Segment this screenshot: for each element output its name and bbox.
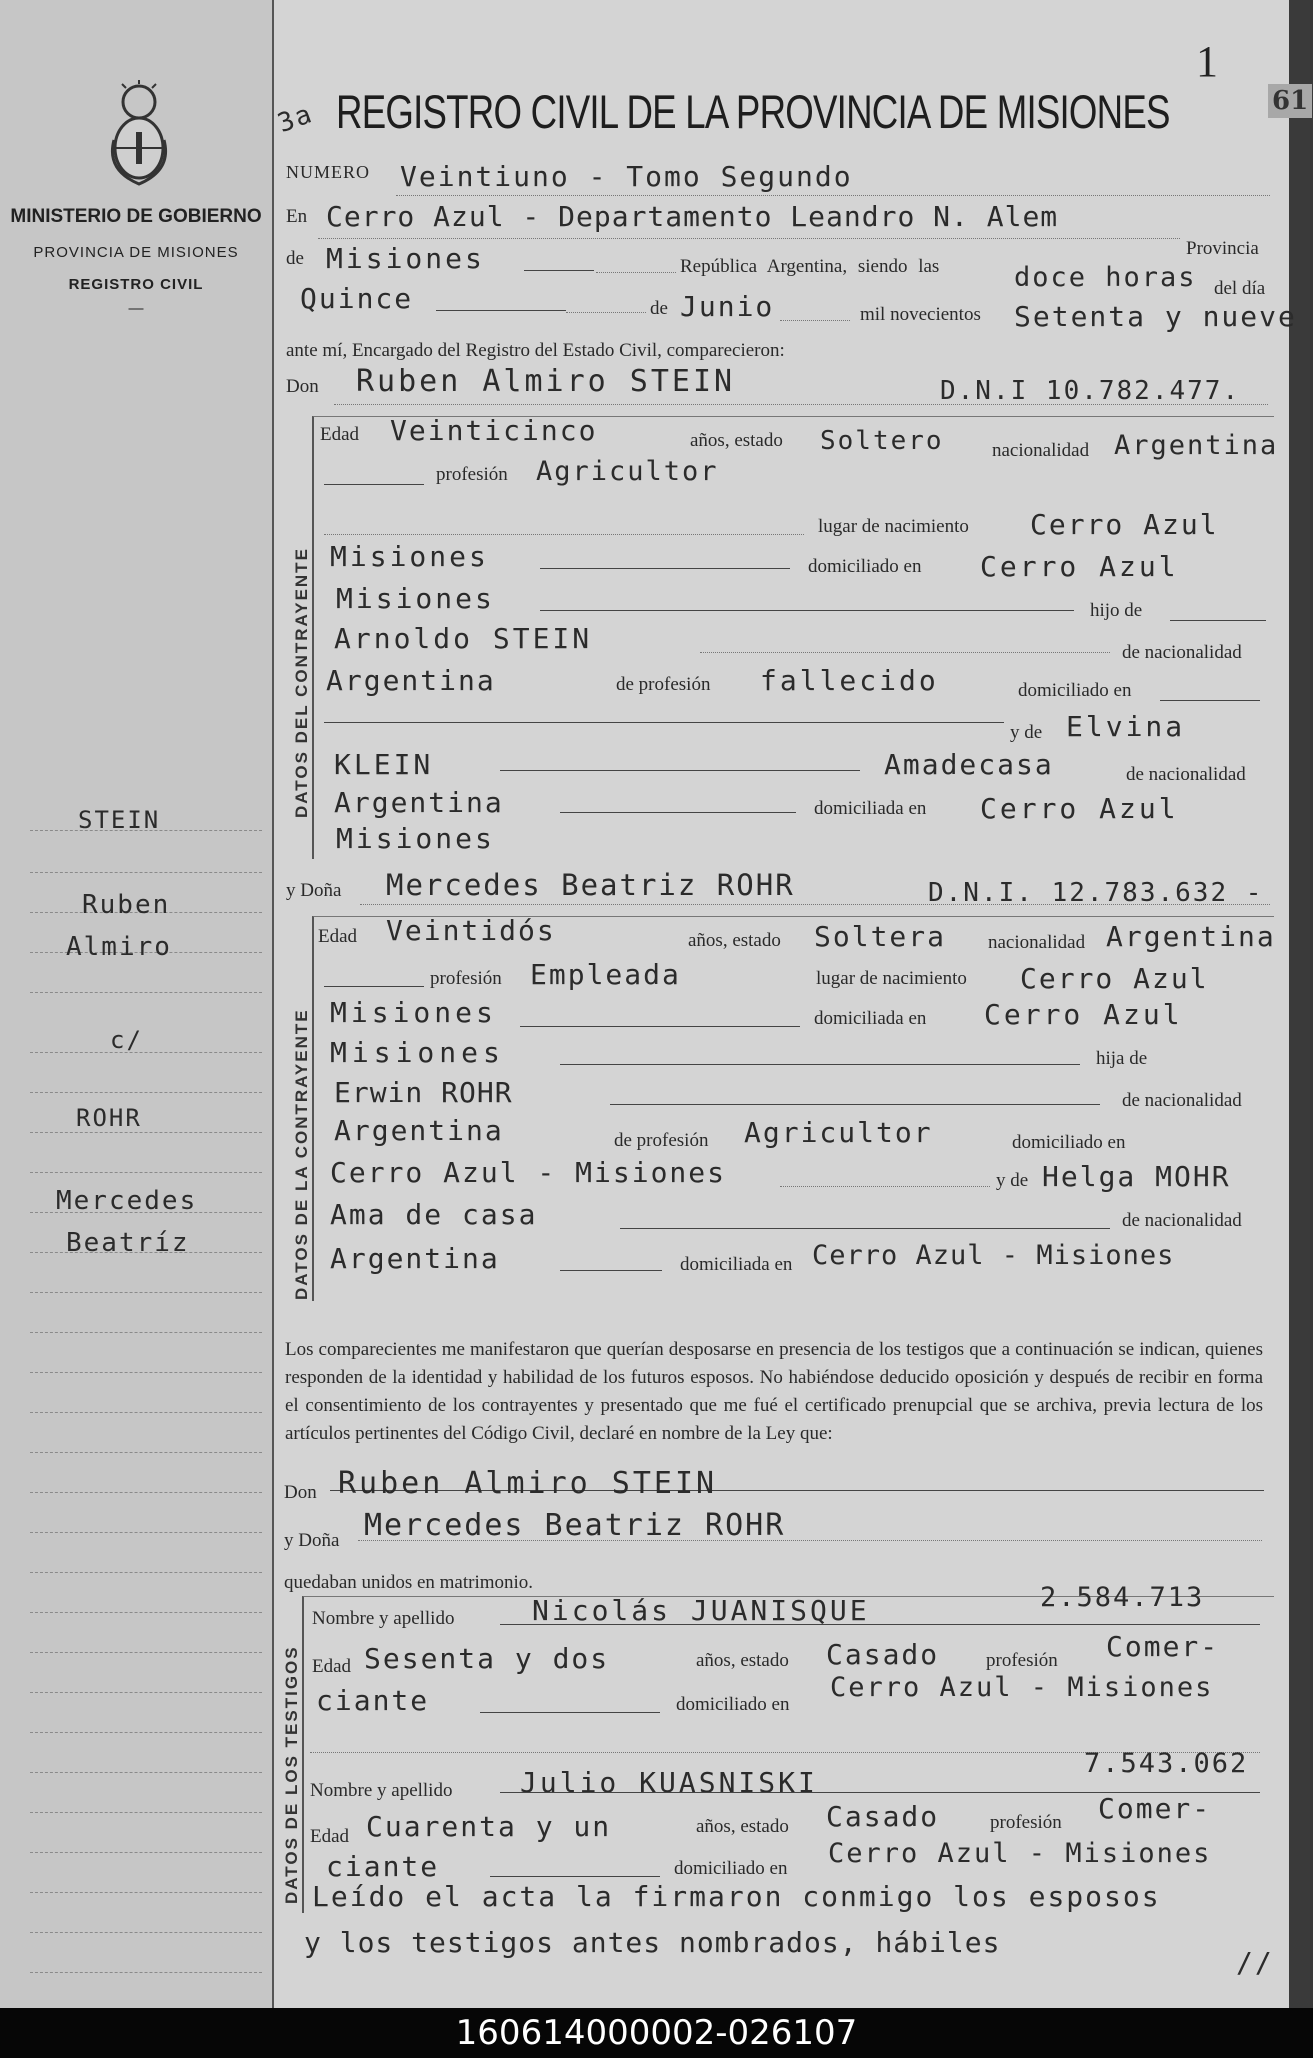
groom-edad-label: Edad [320, 424, 360, 445]
ante-mi-text: ante mí, Encargado del Registro del Estado Civil, comparecieron: [286, 340, 785, 361]
bride-edad: Veintidós [386, 914, 556, 947]
bride-father-nac-label: de nacionalidad [1122, 1090, 1242, 1111]
t1-estado-label: años, estado [696, 1650, 789, 1671]
page-title: REGISTRO CIVIL DE LA PROVINCIA DE MISIONES [336, 85, 1170, 138]
page-number: 1 [1196, 37, 1218, 86]
bride-mother: Helga MOHR [1042, 1160, 1231, 1193]
margin-note-spouse-middle: Beatríz [66, 1228, 190, 1258]
bride-nac-label: nacionalidad [988, 932, 1086, 953]
bride-profesion: Empleada [530, 958, 681, 991]
republica-label: República Argentina, siendo las [680, 256, 940, 277]
bride-side-label: DATOS DE LA CONTRAYENTE [292, 1008, 311, 1300]
groom-lugar-2: Misiones [330, 540, 489, 573]
bride-mother-label: y de [996, 1170, 1029, 1191]
bride-mother-dom: Cerro Azul - Misiones [812, 1240, 1175, 1271]
groom-estado: Soltero [820, 426, 944, 456]
decl-don-label: Don [284, 1482, 317, 1503]
t2-nombre-label: Nombre y apellido [310, 1780, 453, 1801]
bride-dni: D.N.I. 12.783.632 - [928, 878, 1264, 908]
dona-label: y Doña [286, 880, 342, 901]
registry-label: REGISTRO CIVIL [68, 276, 204, 293]
anio-value: Setenta y nueve [1014, 300, 1297, 333]
margin-note-conjunction: c/ [110, 1026, 143, 1054]
ministry-label: MINISTERIO DE GOBIERNO [10, 206, 262, 227]
t2-profesion-2: ciante [326, 1850, 440, 1883]
bride-hija-label: hija de [1096, 1048, 1148, 1069]
numero-value: Veintiuno - Tomo Segundo [400, 160, 853, 193]
margin-note-middle-name: Almiro [66, 932, 172, 962]
t2-dni: 7.543.062 [1084, 1748, 1249, 1779]
coat-of-arms-icon [106, 80, 172, 190]
t2-nombre: Julio KUASNISKI [520, 1766, 818, 1799]
bride-mother-nac: Argentina [330, 1242, 500, 1275]
groom-father-nac: Argentina [326, 664, 496, 697]
t2-estado-label: años, estado [696, 1816, 789, 1837]
groom-profesion-label: profesión [436, 464, 508, 485]
bride-estado: Soltera [814, 920, 947, 953]
groom-mother-label: y de [1010, 722, 1043, 743]
groom-nac-label: nacionalidad [992, 440, 1090, 461]
bride-estado-label: años, estado [688, 930, 781, 951]
groom-domicilio: Cerro Azul [980, 550, 1179, 583]
dia-value: Quince [300, 282, 414, 315]
bride-nacionalidad: Argentina [1106, 920, 1276, 953]
closing-line-1: Leído el acta la firmaron conmigo los esposos [312, 1880, 1161, 1913]
barcode-id-label: 160614000002-026107 [0, 2008, 1313, 2058]
groom-father: Arnoldo STEIN [334, 622, 593, 655]
groom-profesion: Agricultor [536, 456, 719, 487]
numero-label: NUMERO [286, 162, 371, 182]
witnesses-side-label: DATOS DE LOS TESTIGOS [282, 1645, 301, 1904]
end-mark: // [1236, 1946, 1274, 1979]
bride-father: Erwin ROHR [334, 1076, 513, 1109]
t2-estado: Casado [826, 1800, 940, 1833]
provincia-label: Provincia [1186, 238, 1259, 259]
declaration-paragraph: Los comparecientes me manifestaron que querían desposarse en presencia de los testigos que a continuación se indican, quienes responden de la identidad y habilidad de los futuros esposos. No habiéndose deducido oposición y después de recibir en forma el consentimiento de los contrayentes y presentado que me fué el certificado prenupcial que se archiva, previa lectura de los artículos pertinentes del Código Civil, declaré en nombre de la Ley que: [285, 1339, 1263, 1444]
margin-note-spouse-surname: ROHR [76, 1104, 142, 1132]
groom-mother-2: KLEIN [334, 748, 434, 781]
t2-edad-label: Edad [310, 1826, 350, 1847]
groom-father-prof: fallecido [760, 664, 939, 697]
prefix-mark: 3a [273, 98, 318, 140]
t1-profesion: Comer- [1106, 1630, 1220, 1663]
groom-mother-prof: Amadecasa [884, 748, 1054, 781]
decl-groom-name: Ruben Almiro STEIN [338, 1466, 718, 1501]
groom-lugar-label: lugar de nacimiento [818, 516, 969, 537]
bride-edad-label: Edad [318, 926, 358, 947]
en-label: En [286, 206, 308, 227]
province-label: PROVINCIA DE MISIONES [33, 244, 239, 261]
bride-lugar-label: lugar de nacimiento [816, 968, 967, 989]
en-value: Cerro Azul - Departamento Leandro N. Alem [326, 200, 1059, 233]
separator-dash: — [128, 300, 144, 317]
t2-edad: Cuarenta y un [366, 1810, 612, 1843]
bride-father-nac: Argentina [334, 1114, 504, 1147]
t1-domicilio: Cerro Azul - Misiones [830, 1672, 1214, 1703]
groom-mother-dom-label: domiciliada en [814, 798, 927, 819]
bride-father-prof-label: de profesión [614, 1130, 709, 1151]
mes-value: Junio [680, 290, 775, 323]
bride-mother-nac-label: de nacionalidad [1122, 1210, 1242, 1231]
left-margin-column [0, 0, 274, 2008]
closing-line-2: y los testigos antes nombrados, hábiles [304, 1926, 1001, 1959]
bride-domicilio-2: Misiones [330, 1036, 505, 1069]
bride-father-dom-label: domiciliado en [1012, 1132, 1126, 1153]
groom-nacionalidad: Argentina [1114, 430, 1279, 461]
t1-profesion-label: profesión [986, 1650, 1058, 1671]
groom-domiciliado-label: domiciliado en [808, 556, 922, 577]
de-mes-label: de [650, 298, 668, 319]
t2-domiciliado-label: domiciliado en [674, 1858, 788, 1879]
quedaban-text: quedaban unidos en matrimonio. [284, 1572, 534, 1593]
del-dia-label: del día [1214, 278, 1266, 299]
groom-mother: Elvina [1066, 710, 1186, 743]
decl-bride-name: Mercedes Beatriz ROHR [364, 1508, 786, 1543]
t1-domiciliado-label: domiciliado en [676, 1694, 790, 1715]
groom-edad: Veinticinco [390, 414, 598, 447]
groom-hijo-label: hijo de [1090, 600, 1143, 621]
t1-edad-label: Edad [312, 1656, 352, 1677]
bride-mother-prof: Ama de casa [330, 1198, 538, 1231]
bride-mother-dom-label: domiciliada en [680, 1254, 793, 1275]
t1-nombre: Nicolás JUANISQUE [532, 1594, 870, 1627]
bride-father-prof: Agricultor [744, 1116, 933, 1149]
groom-domicilio-2: Misiones [336, 582, 495, 615]
de-label: de [286, 248, 304, 269]
groom-father-prof-label: de profesión [616, 674, 711, 695]
groom-mother-nac-label: de nacionalidad [1126, 764, 1246, 785]
groom-side-label: DATOS DEL CONTRAYENTE [292, 547, 311, 818]
bride-lugar: Cerro Azul [1020, 962, 1209, 995]
t1-dni: 2.584.713 [1040, 1582, 1205, 1613]
decl-dona-label: y Doña [284, 1530, 340, 1551]
groom-estado-label: años, estado [690, 430, 783, 451]
t2-domicilio: Cerro Azul - Misiones [828, 1838, 1212, 1869]
groom-father-nac-label: de nacionalidad [1122, 642, 1242, 663]
bride-profesion-label: profesión [430, 968, 502, 989]
bride-lugar-2: Misiones [330, 996, 497, 1029]
de-value: Misiones [326, 242, 485, 275]
bride-domicilio: Cerro Azul [984, 998, 1183, 1031]
groom-mother-dom: Cerro Azul [980, 792, 1179, 825]
groom-mother-nac: Argentina [334, 786, 504, 819]
groom-lugar: Cerro Azul [1030, 508, 1219, 541]
groom-dni: D.N.I 10.782.477. [940, 376, 1241, 406]
hora-value: doce horas [1014, 262, 1197, 293]
groom-mother-dom-2: Misiones [336, 822, 495, 855]
groom-father-dom-label: domiciliado en [1018, 680, 1132, 701]
t2-profesion-label: profesión [990, 1812, 1062, 1833]
t1-profesion-2: ciante [316, 1684, 430, 1717]
margin-note-spouse-name: Mercedes [56, 1186, 198, 1216]
t1-edad: Sesenta y dos [364, 1642, 610, 1675]
bride-father-dom: Cerro Azul - Misiones [330, 1156, 727, 1189]
margin-note-surname: STEIN [78, 806, 161, 834]
groom-name: Ruben Almiro STEIN [356, 364, 736, 399]
margin-note-first-name: Ruben [82, 890, 171, 920]
t1-estado: Casado [826, 1638, 940, 1671]
corner-mark: 61 [1268, 84, 1312, 118]
bride-domiciliada-label: domiciliada en [814, 1008, 927, 1029]
bride-name: Mercedes Beatriz ROHR [386, 868, 795, 902]
t2-profesion: Comer- [1098, 1792, 1212, 1825]
mil-label: mil novecientos [860, 304, 981, 325]
don-label: Don [286, 376, 319, 397]
t1-nombre-label: Nombre y apellido [312, 1608, 455, 1629]
